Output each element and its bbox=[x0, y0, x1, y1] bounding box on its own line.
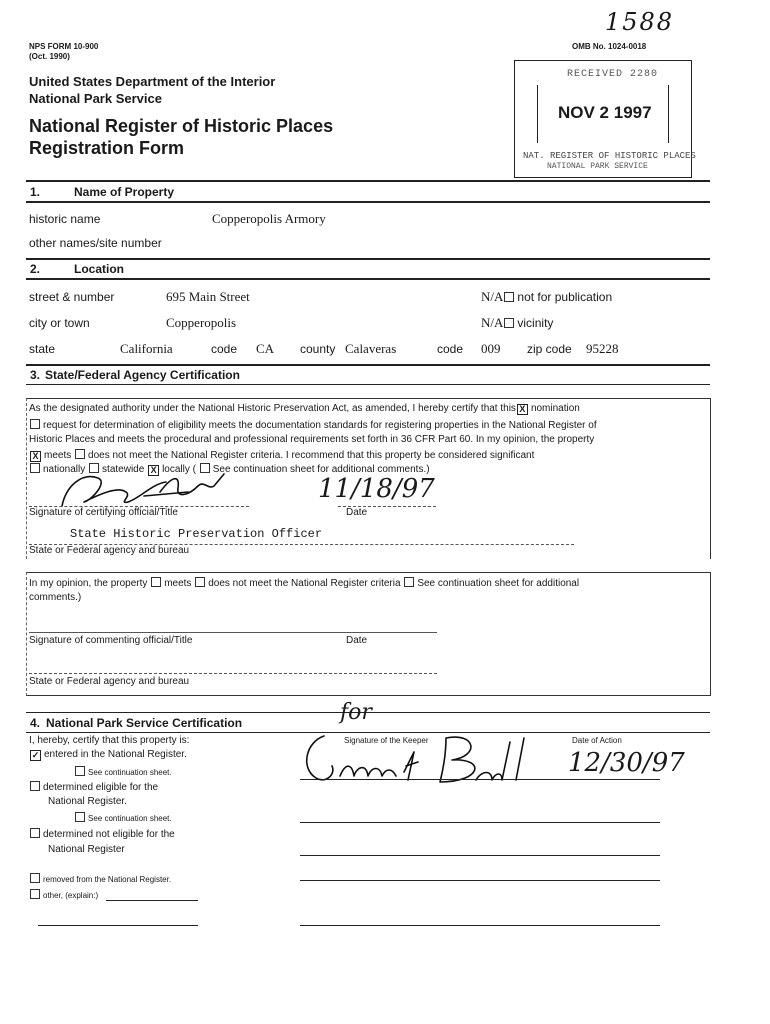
cert-line5: nationally statewide X locally ( See continuation sheet for additional comments.) bbox=[29, 463, 430, 476]
county-label: county bbox=[300, 342, 336, 356]
section3-title: State/Federal Agency Certification bbox=[45, 368, 240, 382]
stamp-date: NOV 2 1997 bbox=[558, 103, 652, 122]
opinion-line1: In my opinion, the property meets does not meet the National Register criteria See continuation sheet for additional bbox=[29, 578, 580, 589]
section4-number: 4. bbox=[30, 716, 41, 730]
zip-value: 95228 bbox=[586, 341, 619, 356]
see-continuation-checkbox-1[interactable] bbox=[75, 766, 85, 776]
official-title: State Historic Preservation Officer bbox=[70, 527, 323, 541]
nomination-checkbox[interactable]: X bbox=[517, 404, 528, 415]
eligible-checkbox[interactable] bbox=[30, 781, 40, 791]
request-checkbox[interactable] bbox=[30, 419, 40, 429]
other-option: other, (explain:) bbox=[29, 889, 98, 900]
not-eligible-option: determined not eligible for the bbox=[29, 828, 175, 840]
certification-date-label: Date bbox=[346, 507, 368, 518]
state-value: California bbox=[120, 341, 173, 356]
agency-name: National Park Service bbox=[29, 91, 162, 106]
stamp-received: RECEIVED 2280 bbox=[567, 69, 659, 80]
commenting-date-label: Date bbox=[346, 635, 368, 646]
cert-line4: X meets does not meet the National Register criteria. I recommend that this property be considered significant bbox=[29, 449, 534, 462]
county-code-value: 009 bbox=[481, 341, 501, 356]
cert-line1: As the designated authority under the National Historic Preservation Act, as amended, I hereby certify that this X nomination bbox=[29, 403, 580, 414]
opinion-meets-checkbox[interactable] bbox=[151, 577, 161, 587]
city-value: Copperopolis bbox=[166, 315, 237, 330]
zip-label: zip code bbox=[527, 342, 572, 356]
entered-checkbox[interactable]: ✓ bbox=[31, 750, 40, 760]
state-code-value: CA bbox=[256, 341, 275, 356]
not-eligible-line2: National Register bbox=[48, 844, 125, 855]
does-not-meet-checkbox[interactable] bbox=[75, 449, 85, 459]
opinion-continuation-checkbox[interactable] bbox=[404, 577, 414, 587]
vicinity: N/A vicinity bbox=[481, 315, 554, 330]
not-for-publication-checkbox[interactable] bbox=[504, 292, 514, 302]
form-title-line2: Registration Form bbox=[29, 138, 185, 158]
stamp-date-frame bbox=[537, 85, 669, 143]
section3-number: 3. bbox=[30, 368, 41, 382]
keeper-sig-label: Signature of the Keeper bbox=[344, 736, 429, 745]
other-checkbox[interactable] bbox=[30, 889, 40, 899]
stamp-line2: NATIONAL PARK SERVICE bbox=[547, 162, 648, 171]
cert-line2: request for determination of eligibility meets the documentation standards for registering properties in the National Register of bbox=[29, 419, 597, 431]
form-number: NPS FORM 10-900 bbox=[29, 42, 99, 51]
section4-title: National Park Service Certification bbox=[46, 716, 243, 730]
street-value: 695 Main Street bbox=[166, 289, 250, 304]
entered-option: ✓ entered in the National Register. bbox=[31, 749, 187, 760]
commenting-bureau-label: State or Federal agency and bureau bbox=[29, 676, 190, 687]
state-code-label: code bbox=[211, 342, 238, 356]
opinion-does-not-meet-checkbox[interactable] bbox=[195, 577, 205, 587]
see-cont-2: See continuation sheet. bbox=[74, 812, 172, 823]
action-date-value: 12/30/97 bbox=[568, 748, 685, 778]
see-continuation-checkbox-2[interactable] bbox=[75, 812, 85, 822]
section1-title: Name of Property bbox=[74, 185, 175, 199]
not-eligible-checkbox[interactable] bbox=[30, 828, 40, 838]
historic-name-value: Copperopolis Armory bbox=[212, 211, 326, 226]
nationally-checkbox[interactable] bbox=[30, 463, 40, 473]
keeper-signature bbox=[296, 722, 536, 792]
opinion-line2: comments.) bbox=[29, 592, 82, 603]
nps-cert-intro: I, hereby, certify that this property is: bbox=[29, 735, 190, 746]
street-label: street & number bbox=[29, 290, 115, 304]
form-title-line1: National Register of Historic Places bbox=[29, 116, 334, 136]
commenting-sig-label: Signature of commenting official/Title bbox=[29, 635, 193, 646]
historic-name-label: historic name bbox=[29, 212, 101, 226]
section1-number: 1. bbox=[30, 185, 41, 199]
received-stamp-box bbox=[514, 60, 696, 178]
locally-checkbox[interactable]: X bbox=[148, 465, 159, 476]
meets-checkbox[interactable]: X bbox=[30, 451, 41, 462]
form-date: (Oct. 1990) bbox=[29, 52, 70, 61]
removed-option: removed from the National Register. bbox=[29, 873, 171, 884]
see-cont-1: See continuation sheet. bbox=[74, 766, 172, 777]
for-note: for bbox=[340, 700, 372, 725]
section2-number: 2. bbox=[30, 262, 41, 276]
cert-line3: Historic Places and meets the procedural and professional requirements set forth in 36 CFR Part 60. In my opinion, the property bbox=[29, 434, 595, 445]
city-label: city or town bbox=[29, 316, 90, 330]
other-names-label: other names/site number bbox=[29, 236, 162, 250]
removed-checkbox[interactable] bbox=[30, 873, 40, 883]
certifying-bureau-label: State or Federal agency and bureau bbox=[29, 545, 190, 556]
stamp-line1: NAT. REGISTER OF HISTORIC PLACES bbox=[523, 151, 696, 161]
certification-date-value: 11/18/97 bbox=[318, 474, 435, 504]
eligible-line2: National Register. bbox=[48, 796, 127, 807]
department-name: United States Department of the Interior bbox=[29, 74, 276, 89]
eligible-option: determined eligible for the bbox=[29, 781, 158, 793]
certifying-sig-label: Signature of certifying official/Title bbox=[29, 507, 178, 518]
handwritten-id: 1588 bbox=[605, 8, 675, 36]
action-date-label: Date of Action bbox=[572, 736, 622, 745]
omb-number: OMB No. 1024-0018 bbox=[572, 42, 647, 51]
state-label: state bbox=[29, 342, 56, 356]
not-for-publication: N/A not for publication bbox=[481, 289, 613, 304]
county-value: Calaveras bbox=[345, 341, 397, 356]
section2-title: Location bbox=[74, 262, 124, 276]
county-code-label: code bbox=[437, 342, 464, 356]
vicinity-checkbox[interactable] bbox=[504, 318, 514, 328]
